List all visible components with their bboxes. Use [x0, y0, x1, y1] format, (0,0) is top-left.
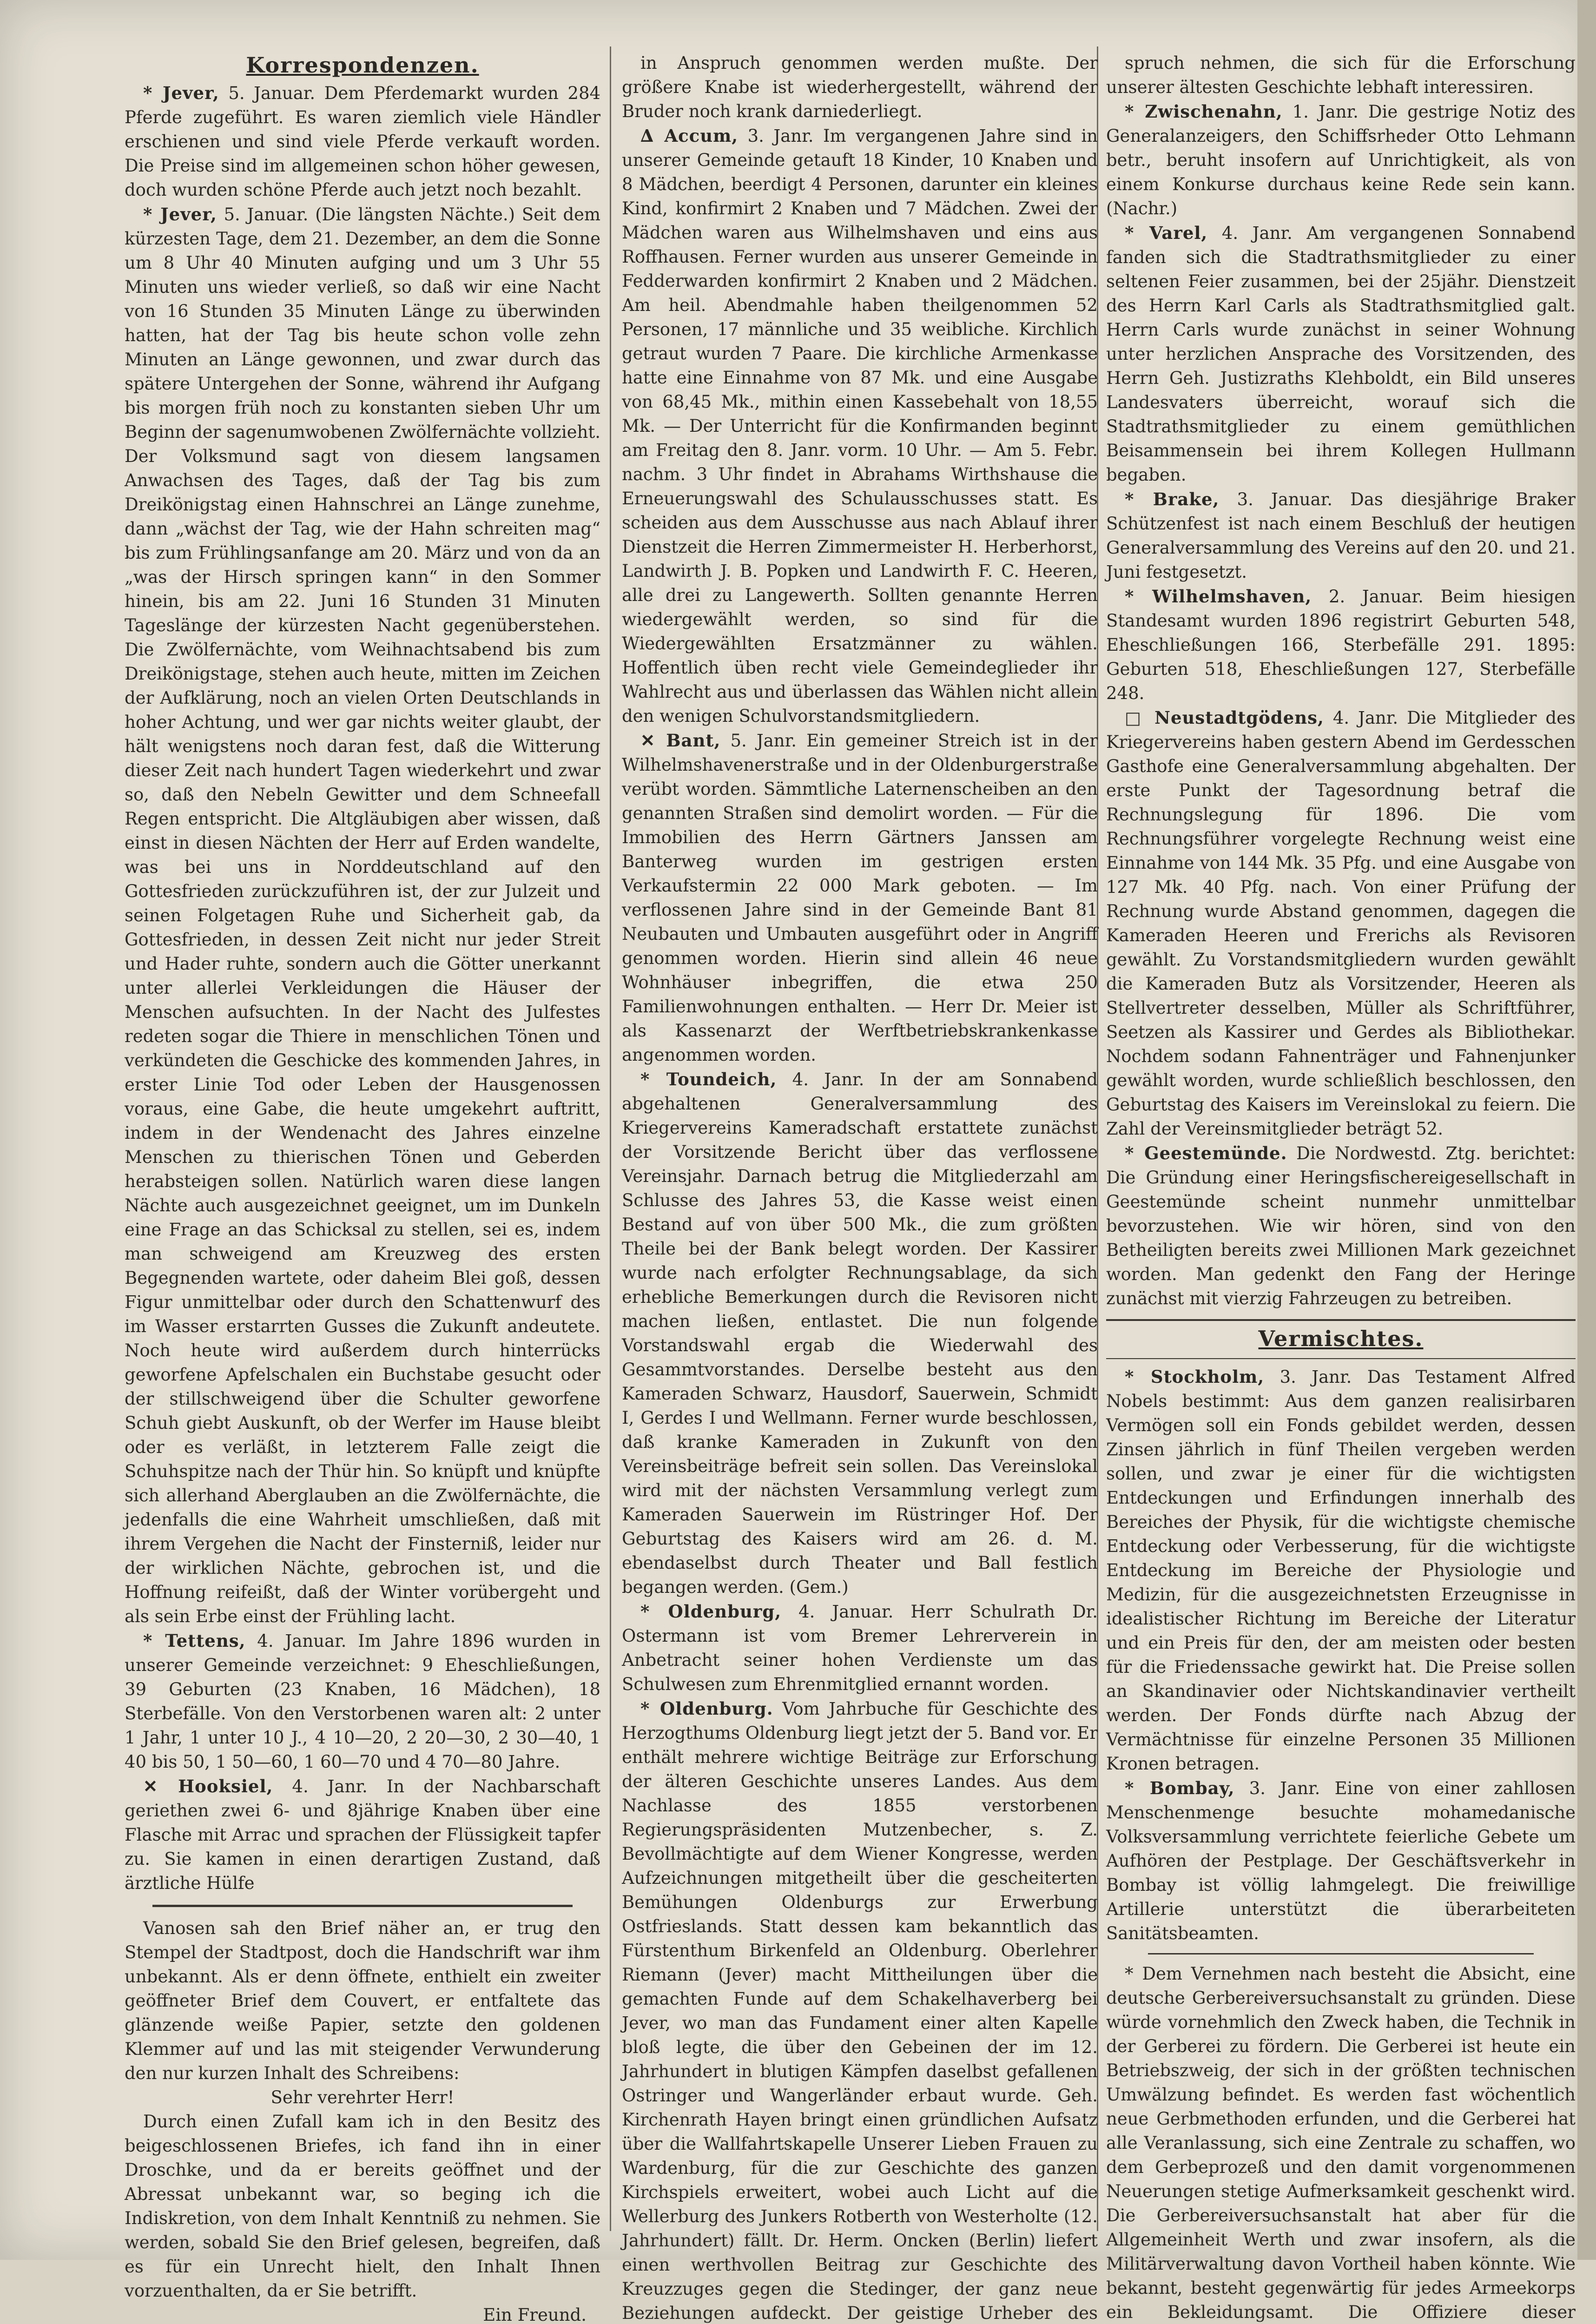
article-text: 3. Janr. Das Testament Alfred Nobels bestimmt: Aus dem ganzen realisirbaren Vermögen soll ein Fonds gebildet werden, dessen Zinsen jährlich in fünf Theilen vergeben werden sollen, und zwar je einer für die wichtigsten Entdeckungen und Erfindungen innerhalb des Bereiches der Physik, für die wichtigste chemische Entdeckung oder Verbesserung, für die wichtigste Entdeckung im Bereiche der Physiologie und Medizin, für die ausgezeichnetsten Erzeugnisse in idealistischer Richtung im Bereiche der Literatur und ein Preis für den, der am meisten oder besten für die Friedenssache gewirkt hat. Die Preise sollen an Skandinavier oder Nichtskandinavier vertheilt werden. Der Fonds dürfte nach Abzug der Vermächtnisse für einzelne Personen 35 Millionen Kronen betragen. — [1106, 1367, 1576, 1774]
article-text: 3. Janr. Eine von einer zahllosen Menschenmenge besuchte mohamedanische Volksversammlung verrichtete feierliche Gebete um Aufhören der Pestplage. Der Geschäftsverkehr in Bombay ist völlig lahmgelegt. Die freiwillige Artillerie unterstützt die überarbeiteten Sanitätsbeamten. — [1106, 1778, 1576, 1943]
article-text: 4. Janr. Am vergangenen Sonnabend fanden sich die Stadtrathsmitglieder zu einer seltenen Feier zusammen, bei der 25jähr. Dienstzeit des Herrn Karl Carls als Stadtrathsmitglied galt. Herrn Carls wurde zunächst in seiner Wohnung unter herzlichen Ansprache des Vorsitzenden, des Herrn Geh. Justizraths Klehboldt, ein Bild unseres Landesvaters überreicht, worauf sich die Stadtrathsmitglieder zu einem gemüthlichen Beisammensein bei ihrem Kollegen Hullmann begaben. — [1106, 223, 1576, 485]
article-text: 4. Januar. Im Jahre 1896 wurden in unserer Gemeinde verzeichnet: 9 Eheschließungen, 39 Geburten (23 Knaben, 16 Mädchen), 18 Sterbefälle. Von den Verstorbenen waren alt: 2 unter 1 Jahr, 1 unter 10 J., 4 10—20, 2 20—30, 2 30—40, 1 40 bis 50, 1 50—60, 1 60—70 und 4 70—80 Jahre. — [125, 1631, 600, 1772]
article-dateline: ✕ Hooksiel, — [143, 1776, 273, 1796]
article — [622, 124, 1098, 728]
section-heading-korrespondenzen: Korrespondenzen. — [246, 53, 479, 78]
article — [1106, 99, 1576, 221]
article-text: 2. Januar. Beim hiesigen Standesamt wurden 1896 registrirt Geburten 548, Eheschließungen 166, Sterbefälle 291. 1895: Geburten 518, Eheschließungen 127, Sterbefälle 248. — [1106, 587, 1576, 703]
feuilleton-paragraph: Durch einen Zufall kam ich in den Besitz des beigeschlossenen Briefes, ich fand ihn in einer Droschke, und da er bereits geöffnet und der Abressat unbekannt war, so beging ich die Indiskretion, von dem Inhalt Kenntniß zu nehmen. Sie werden, sobald Sie den Brief gelesen, begreifen, daß es für ein Unrecht hielt, den Inhalt Ihnen vorzuenthalten, da er Sie betrifft. — [125, 2112, 600, 2301]
article-dateline: ∆ Accum, — [640, 125, 739, 146]
column-1 — [125, 51, 601, 2324]
letter-signature: Ein Freund. — [483, 2305, 587, 2324]
page-edge — [1577, 0, 1596, 2260]
article — [125, 81, 600, 202]
article-text: Vom Jahrbuche für Geschichte des Herzogthums Oldenburg liegt jetzt der 5. Band vor. Er enthält mehrere wichtige Beiträge zur Erforschung der älteren Geschichte unseres Landes. Aus dem Nachlasse des 1855 verstorbenen Regierungspräsidenten Mutzenbecher, s. Z. Bevollmächtigte auf dem Wiener Kongresse, werden Aufzeichnungen mitgetheilt über die gescheiterten Bemühungen Oldenburgs zur Erwerbung Ostfrieslands. Statt dessen kam bekanntlich das Fürstenthum Birkenfeld an Oldenburg. Oberlehrer Riemann (Jever) macht Mittheilungen über die gemachten Funde auf dem Schakelhaverberg bei Jever, wo man das Fundament einer alten Kapelle bloß legte, die über den Gebeinen der im 12. Jahrhundert in blutigen Kämpfen daselbst gefallenen Ostringer und Wangerländer erbaut wurde. Geh. Kirchenrath Hayen bringt einen gründlichen Aufsatz über die Wallfahrtskapelle Unserer Lieben Frauen zu Wardenburg, für die zur Geschichte des ganzen Kirchspiels erweitert, wobei auch Licht auf die Wellerburg des Junkers Rotberth von Westerholte (12. Jahrhundert) fällt. Dr. Herm. Oncken (Berlin) liefert einen werthvollen Beitrag zur Geschichte des Kreuzzuges gegen die Stedinger, der ganz neue Beziehungen aufdeckt. Der geistige Urheber des — [622, 1699, 1098, 2323]
article — [125, 1629, 600, 1774]
article — [125, 202, 600, 1629]
article-dateline: * Tettens, — [143, 1631, 246, 1651]
article — [1106, 487, 1576, 584]
article-divider — [1148, 1953, 1534, 1954]
article-dateline: * Geestemünde. — [1125, 1143, 1287, 1163]
article-dateline: * Oldenburg, — [640, 1601, 782, 1622]
article-dateline: * Bombay, — [1125, 1778, 1235, 1798]
article-dateline: * Zwischenahn, — [1125, 101, 1283, 122]
article — [622, 728, 1098, 1067]
article-dateline: * Toundeich, — [640, 1069, 777, 1089]
article: * Dem Vernehmen nach besteht die Absicht, eine deutsche Gerbereiversuchsanstalt zu gründen. Diese würde vornehmlich den Zweck haben, die Technik in der Gerberei zu fördern. Die Gerberei ist heute ein Betriebszweig, der sich in der größten technischen Umwälzung befindet. Es werden fast wöchentlich neue Gerbmethoden erfunden, und die Gerberei hat alle Veranlassung, sich eine Zentrale zu schaffen, wo dem Gerbeprozeß und den damit vorgenommenen Neuerungen stetige Aufmerksamkeit geschenkt wird. Die Gerbereiversuchsanstalt hat aber für die Allgemeinheit Werth und zwar insofern, als die Militärverwaltung davon Vortheil haben könnte. Wie bekannt, besteht gegenwärtig für jedes Armeekorps ein Bekleidungsamt. Die Offiziere dieser — [1106, 1964, 1576, 2322]
article — [622, 1067, 1098, 1599]
article-text: 4. Janr. Die Mitglieder des Kriegervereins haben gestern Abend im Gerdesschen Gasthofe eine Generalversammlung abgehalten. Der erste Punkt der Tagesordnung betraf die Rechnungslegung für 1896. Die vom Rechnungsführer vorgelegte Rechnung weist eine Einnahme von 144 Mk. 35 Pfg. und eine Ausgabe von 127 Mk. 40 Pfg. nach. Von einer Prüfung der Rechnung wurde Abstand genommen, dagegen die Kameraden Heeren und Frerichs als Revisoren gewählt. Zu Vorstandsmitgliedern wurden gewählt die Kameraden Butz als Vorsitzender, Heeren als Stellvertreter desselben, Müller als Schriftführer, Seetzen als Kassirer und Gerdes als Bibliothekar. Nochdem sodann Fahnenträger und Fahnenjunker gewählt worden, wurde schließlich beschlossen, den Geburtstag des Kaisers im Vereinslokal zu feiern. Die Zahl der Vereinsmitglieder beträgt 52. — [1106, 708, 1576, 1139]
article-dateline: * Brake, — [1125, 489, 1220, 509]
section-heading-box — [1106, 1319, 1576, 1359]
article-text: 3. Januar. Das diesjährige Braker Schützenfest ist nach einem Beschluß der heutigen Generalversammlung des Vereins auf den 20. und 21. Juni festgesetzt. — [1106, 489, 1576, 582]
article — [622, 1697, 1098, 2324]
article — [1106, 706, 1576, 1141]
feuilleton-divider — [152, 1905, 573, 1907]
article-dateline: * Jever, — [143, 204, 217, 224]
article-text: 5. Januar. Dem Pferdemarkt wurden 284 Pferde zugeführt. Es waren ziemlich viele Händler erschienen und sind viele Pferde verkauft worden. Die Preise sind im allgemeinen schon höher gewesen, doch wurden schöne Pferde auch jetzt noch bezahlt. — [125, 83, 601, 200]
article-text: 1. Janr. Die gestrige Notiz des Generalanzeigers, den Schiffsrheder Otto Lehmann betr., beruht insofern auf Unrichtigkeit, als von einem Konkurse durchaus keine Rede sein kann. (Nachr.) — [1106, 102, 1576, 218]
article-dateline: * Stockholm, — [1125, 1367, 1265, 1387]
article-text: 4. Janr. In der am Sonnabend abgehaltenen Generalversammlung des Kriegervereins Kameradschaft erstattete zunächst der Vorsitzende Bericht über das verflossene Vereinsjahr. Darnach betrug die Mitgliederzahl am Schlusse des Jahres 53, die Kasse weist einen Bestand auf von über 500 Mk., die zum größten Theile bei der Bank belegt worden. Der Kassirer wurde nach erfolgter Rechnungsablage, da sich erhebliche Bemerkungen durch die Revisoren nicht machen ließen, entlastet. Die nun folgende Vorstandswahl ergab die Wiederwahl des Gesammtvorstandes. Derselbe besteht aus den Kameraden Schwarz, Hausdorf, Sauerwein, Schmidt I, Gerdes I und Wellmann. Ferner wurde beschlossen, daß kranke Kameraden in Zukunft von den Vereinsbeiträge befreit sein sollen. Das Vereinslokal wird mit der nächsten Versammlung verlegt zum Kameraden Sauerwein im Rüstringer Hof. Der Geburtstag des Kaisers wird am 26. d. M. ebendaselbst durch Theater und Ball festlich begangen werden. (Gem.) — [622, 1070, 1098, 1597]
letter-salutation: Sehr verehrter Herr! — [270, 2087, 455, 2107]
article-dateline: □ Neustadtgödens, — [1125, 707, 1324, 728]
article — [1106, 1365, 1576, 1776]
article — [1106, 584, 1576, 706]
column-2 — [622, 51, 1098, 2323]
column-3 — [1106, 51, 1576, 2322]
article-text: 5. Januar. (Die längsten Nächte.) Seit dem kürzesten Tage, dem 21. Dezember, an dem die Sonne um 8 Uhr 40 Minuten aufging und um 3 Uhr 55 Minuten uns wieder verließ, so daß wir eine Nacht von 16 Stunden 35 Minuten Länge zu überwinden hatten, hat der Tag bis heute schon volle zehn Minuten an Länge gewonnen, und zwar durch das spätere Untergehen der Sonne, während ihr Aufgang bis morgen früh noch zu konstanten sieben Uhr um Beginn der sagenumwobenen Zwölfernächte vollzieht. Der Volksmund sagt von diesem langsamen Anwachsen des Tages, daß der Tag bis zum Dreikönigstag einen Hahnschrei an Länge zunehme, dann „wächst der Tag, wie der Hahn schreiten mag“ bis zum Frühlingsanfange am 20. März und von da an „was der Hirsch springen kann“ in den Sommer hinein, bis am 22. Juni 16 Stunden 31 Minuten Tageslänge der kürzesten Nacht gegenüberstehen. Die Zwölfernächte, vom Weihnachtsabend bis zum Dreikönigstage, stehen auch heute, mitten im Zeichen der Aufklärung, noch an vielen Orten Deutschlands in hoher Achtung, und wer gar nichts weiter glaubt, der hält wenigstens noch daran fest, daß die Witterung dieser Zeit nach hundert Tagen wiederkehrt und zwar so, daß den Nebeln Gewitter und dem Schneefall Regen entspricht. Die Altgläubigen aber wissen, daß einst in diesen Nächten der Herr auf Erden wandelte, was bei uns in Norddeutschland auf den Gottesfrieden zurückzuführen ist, der zur Julzeit und seinen Folgetagen Ruhe und Sicherheit gab, da Gottesfrieden, in dessen Zeit nicht nur jeder Streit und Hader ruhte, sondern auch die Götter unerkannt unter allerlei Verkleidungen die Häuser der Menschen aufsuchten. In der Nacht des Julfestes redeten sogar die Thiere in menschlichen Tönen und verkündeten die Geschicke des kommenden Jahres, in erster Linie Tod oder Leben der Hausgenossen voraus, eine Gabe, die heute umgekehrt auftritt, indem in der Wendenacht des Jahres einzelne Menschen zu thierischen Tönen und Geberden herabsteigen sollen. Natürlich waren diese langen Nächte auch ausgezeichnet geeignet, um im Dunkeln eine Frage an das Schicksal zu stellen, sei es, indem man schweigend am Kreuzweg des ersten Begegnenden wartete, oder daheim Blei goß, dessen Figur unmittelbar oder durch den Schattenwurf des im Wasser erstarrten Gusses die Zukunft andeutete. Noch heute wird außerdem durch hinterrücks geworfene Apfelschalen ein Buchstabe gesucht oder der stillschweigend über die Schulter geworfene Schuh giebt Auskunft, ob der Werfer im Hause bleibt oder es verläßt, in letzterem Falle zeigt die Schuhspitze nach der Thür hin. So knüpft und knüpfte sich allerhand Aberglauben an die Zwölfernächte, die jedenfalls die eine Wahrheit umschließen, daß mit ihrem Vergehen die Nacht der Finsterniß, leider nur der wirklichen Nächte, gebrochen ist, und die Hoffnung reifeißt, daß der Winter vorübergeht und als sein Erbe einst der Frühling lacht. — [125, 205, 600, 1626]
column-rule — [610, 46, 611, 2231]
article-dateline: ✕ Bant, — [640, 730, 721, 751]
article-text: 3. Janr. Im vergangenen Jahre sind in unserer Gemeinde getauft 18 Kinder, 10 Knaben und 8 Mädchen, beerdigt 4 Personen, darunter ein kleines Kind, konfirmirt 2 Knaben und 7 Mädchen. Zwei der Mädchen waren aus Wilhelmshaven und eins aus Roffhausen. Ferner wurden aus unserer Gemeinde in Fedderwarden konfirmirt 2 Knaben und 2 Mädchen. Am heil. Abendmahle haben theilgenommen 52 Personen, 17 männliche und 35 weibliche. Kirchlich getraut wurden 7 Paare. Die kirchliche Armenkasse hatte eine Einnahme von 87 Mk. und eine Ausgabe von 68,45 Mk., mithin einen Kassebehalt von 18,55 Mk. — Der Unterricht für die Konfirmanden beginnt am Freitag den 8. Janr. vorm. 10 Uhr. — Am 5. Febr. nachm. 3 Uhr findet in Abrahams Wirthshause die Erneuerungswahl des Schulausschusses statt. Es scheiden aus dem Ausschusse aus nach Ablauf ihrer Dienstzeit die Herren Zimmermeister H. Herberhorst, Landwirth J. B. Popken und Landwirth F. C. Heeren, alle drei zu Langewerth. Sollten genannte Herren wiedergewählt werden, so sind für die Wiedergewählten Ersatzmänner zu wählen. Hoffentlich üben recht viele Gemeindeglieder ihr Wahlrecht aus und überlassen das Wählen nicht allein den wenigen Schulvorstandsmitgliedern. — [622, 126, 1098, 726]
feuilleton-paragraph: Vanosen sah den Brief näher an, er trug den Stempel der Stadtpost, doch die Handschrift war ihm unbekannt. Als er denn öffnete, enthielt ein zweiter geöffneter Brief dem Couvert, er entfaltete das glänzende weiße Papier, setzte den goldenen Klemmer auf und las mit steigender Verwunderung den nur kurzen Inhalt des Schreibens: — [125, 1918, 600, 2083]
article-dateline: * Wilhelmshaven, — [1125, 586, 1312, 607]
article — [125, 1774, 600, 1895]
article-continuation: spruch nehmen, die sich für die Erforschung unserer ältesten Geschichte lebhaft interessiren. — [1106, 53, 1576, 97]
article-text: 4. Janr. In der Nachbarschaft geriethen zwei 6- und 8jährige Knaben über eine Flasche mit Arrac und sprachen der Flüssigkeit tapfer zu. Sie kamen in einen derartigen Zustand, daß ärztliche Hülfe — [125, 1776, 601, 1893]
article — [1106, 221, 1576, 487]
article — [1106, 1776, 1576, 1946]
article-text: Die Nordwestd. Ztg. berichtet: Die Gründung einer Heringsfischereigesellschaft in Geestemünde scheint nunmehr unmittelbar bevorzustehen. Wie wir hören, sind von den Betheiligten bereits zwei Millionen Mark gezeichnet worden. Man gedenkt den Fang der Heringe zunächst mit vierzig Fahrzeugen zu betreiben. — [1106, 1143, 1576, 1308]
section-heading-vermischtes: Vermischtes. — [1258, 1326, 1424, 1351]
article-continuation: in Anspruch genommen werden mußte. Der größere Knabe ist wiederhergestellt, während der Bruder noch krank darniederliegt. — [622, 53, 1098, 121]
article-text: 4. Januar. Herr Schulrath Dr. Ostermann ist vom Bremer Lehrerverein in Anbetracht seiner hohen Verdienste um das Schulwesen zum Ehrenmitglied ernannt worden. — [622, 1602, 1098, 1694]
article-text: 5. Janr. Ein gemeiner Streich ist in der Wilhelmshavenerstraße und in der Oldenburgerstraße verübt worden. Sämmtliche Laternenscheiben an den genannten Straßen sind demolirt worden. — Für die Immobilien des Herrn Gärtners Janssen am Banterweg wurden im gestrigen ersten Verkaufstermin 22 000 Mark geboten. — Im verflossenen Jahre sind in der Gemeinde Bant 81 Neubauten und Umbauten ausgeführt oder in Angriff genommen worden. Hierin sind allein 46 neue Wohnhäuser inbegriffen, die etwa 250 Familienwohnungen enthalten. — Herr Dr. Meier ist als Kassenarzt der Werftbetriebskrankenkasse angenommen worden. — [622, 731, 1098, 1065]
article-dateline: * Varel, — [1125, 223, 1208, 243]
article-dateline: * Jever, — [143, 83, 219, 103]
article-dateline: * Oldenburg. — [640, 1698, 773, 1719]
article — [1106, 1141, 1576, 1311]
article — [622, 1599, 1098, 1697]
